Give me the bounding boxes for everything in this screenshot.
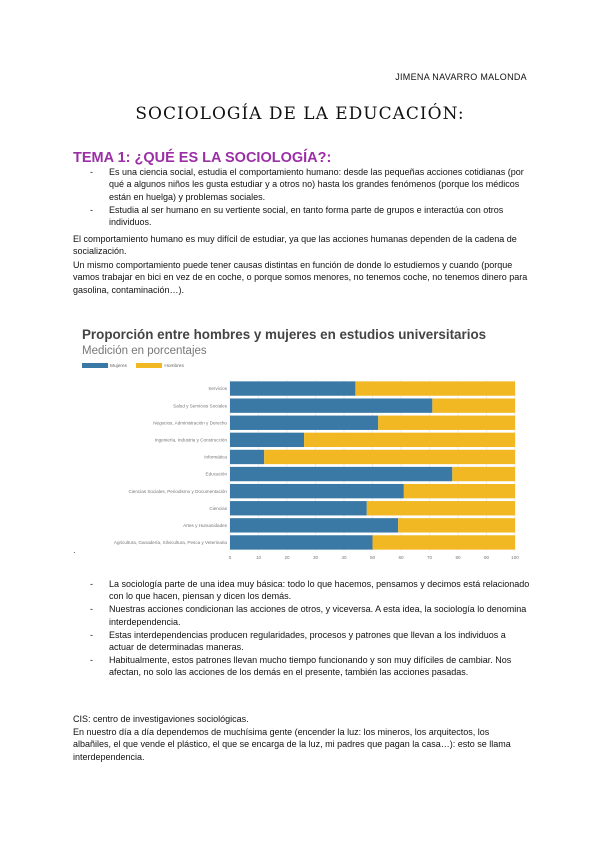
bar-mujeres [230,467,452,481]
chart-subtitle: Medición en porcentajes [82,345,207,357]
bar-mujeres [230,484,404,498]
bar-hombres [264,450,515,464]
x-tick-label: 60 [398,555,404,560]
x-tick-label: 20 [284,555,290,560]
bar-mujeres [230,416,378,430]
category-label: Educación [205,471,227,477]
bar-hombres [304,433,515,447]
category-label: Artes y Humanidades [183,522,227,528]
bar-hombres [432,398,515,412]
category-label: Negocios, Administración y Derecho [153,420,227,426]
bar-hombres [398,518,515,532]
bar-mujeres [230,518,398,532]
list-item: - Es una ciencia social, estudia el comportamiento humano: desde las pequeñas acciones cotidianas (por qué a algunos niños les gusta estudiar y a otros no) hasta los grandes fenómenos (porque los médicos están en huelga) y problemas sociales. [90,166,530,203]
list-item: - Habitualmente, estos patrones llevan mucho tiempo funcionando y son muy difíciles de cambiar. Nos afectan, no solo las acciones de los demás en el presente, también las acciones pasadas. [90,654,530,679]
bar-mujeres [230,535,373,549]
intro-bullet-list [90,166,530,229]
paragraph: En nuestro día a día dependemos de muchísima gente (encender la luz: los mineros, los arquitectos, los albañiles, el que vende el plástico, el que se encarga de la luz, mi padres que pagan la casa…): esto se llama interdependencia. [73,727,511,762]
x-tick-label: 40 [341,555,347,560]
x-tick-label: 50 [369,555,376,560]
x-tick-label: 0 [228,555,232,560]
category-label: Servicios [208,386,227,392]
x-tick-label: 30 [312,555,319,560]
bar-hombres [373,535,516,549]
list-item: - La sociología parte de una idea muy básica: todo lo que hacemos, pensamos y decimos está relacionado con lo que hacen, piensan y dicen los demás. [90,578,530,603]
document-title: SOCIOLOGÍA DE LA EDUCACIÓN: [135,104,465,124]
list-item: - Estas interdependencias producen regularidades, procesos y patrones que llevan a los individuos a actuar de determinadas maneras. [90,629,530,654]
category-label: Agricultura, Ganadería, Silvicultura, Pesca y Veterinaria [113,540,227,546]
chart-plot [70,318,528,562]
x-tick-label: 100 [511,555,519,560]
category-label: Salud y Servicios Sociales [173,403,227,409]
category-label: Ingeniería, Industria y Construcción [154,437,227,443]
x-tick-label: 80 [455,555,461,560]
bar-hombres [355,381,515,395]
x-tick-label: 10 [255,555,262,560]
paragraph: El comportamiento humano es muy difícil de estudiar, ya que las acciones humanas dependen de la cadena de socialización. [73,234,517,257]
stray-dot: · [73,548,76,557]
legend-label-hombres: Hombres [164,363,184,369]
bar-mujeres [230,433,304,447]
author-name: JIMENA NAVARRO MALONDA [395,72,527,82]
bar-hombres [452,467,515,481]
bar-mujeres [230,398,432,412]
topic-heading: TEMA 1: ¿QUÉ ES LA SOCIOLOGÍA?: [73,150,332,166]
paragraph: CIS: centro de investigaviones sociológicas. [73,714,249,724]
category-label: Informática [204,454,227,460]
bar-mujeres [230,381,355,395]
chart [70,318,528,562]
paragraph: Un mismo comportamiento puede tener causas distintas en función de donde lo estudiemos y cuando (porque vamos trabajar en bici en vez de en coche, o porque somos menores, no tenemos coche, no tenemos dinero para gasolina, contaminación…). [73,260,528,295]
x-tick-label: 70 [426,555,433,560]
bar-hombres [367,501,515,515]
bar-mujeres [230,450,264,464]
bar-mujeres [230,501,367,515]
category-label: Ciencias Sociales, Periodismo y Documentación [128,488,227,494]
bullet-list [90,578,530,679]
bar-hombres [404,484,515,498]
x-tick-label: 90 [483,555,490,560]
chart-title: Proporción entre hombres y mujeres en estudios universitarios [82,327,487,342]
category-label: Ciencias [209,505,227,511]
legend-label-mujeres: Mujeres [110,363,128,369]
bar-hombres [378,416,515,430]
list-item: - Nuestras acciones condicionan las acciones de otros, y viceversa. A esta idea, la sociología lo denomina interdependencia. [90,603,530,628]
list-item: - Estudia al ser humano en su vertiente social, en tanto forma parte de grupos e interactúa con otros individuos. [90,204,530,229]
